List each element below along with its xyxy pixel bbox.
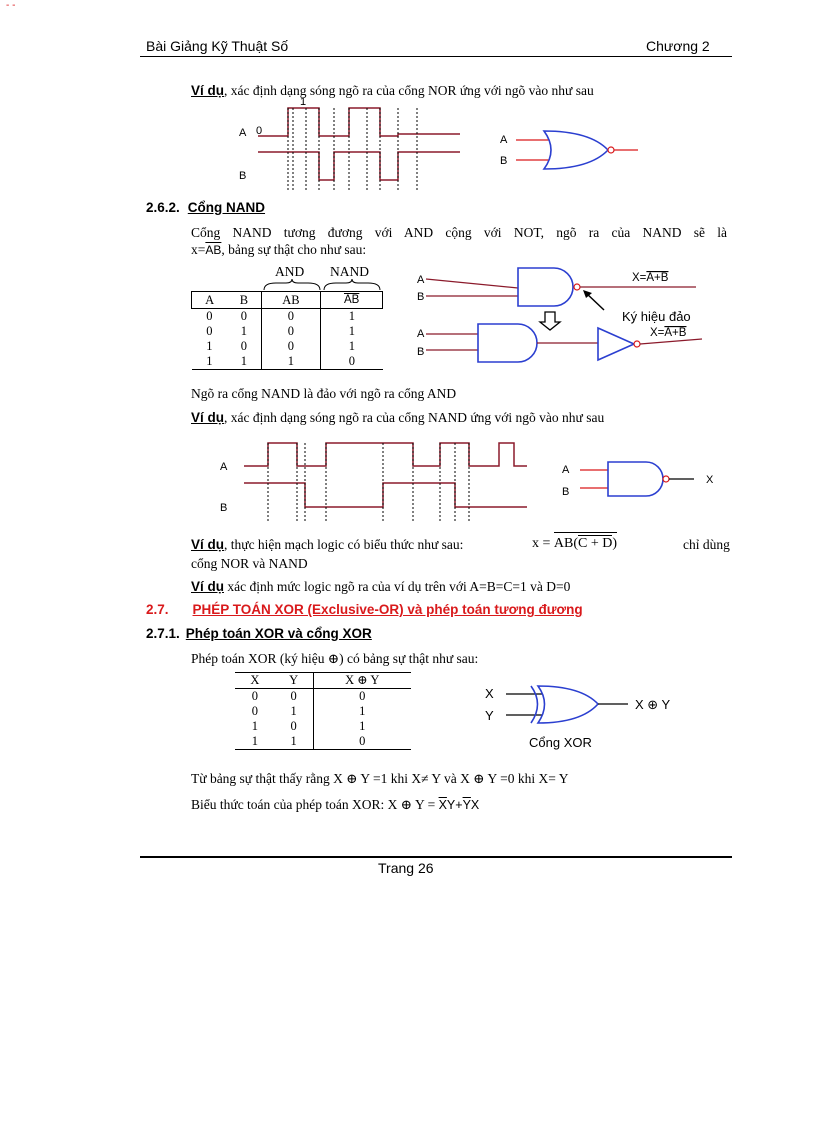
example-label: Ví dụ xyxy=(191,579,224,594)
svg-text:A: A xyxy=(220,461,228,473)
example-label: Ví dụ xyxy=(191,537,224,552)
xor-intro: Phép toán XOR (ký hiệu ⊕) có bảng sự thật như sau: xyxy=(191,651,479,666)
inverter-bubble xyxy=(663,476,669,482)
wave-zero-label: 0 xyxy=(256,125,263,137)
table-row: 0 1 1 xyxy=(251,704,366,718)
table-row: 1 0 1 xyxy=(251,719,366,733)
brace-nand-label: NAND xyxy=(330,264,369,279)
footer-rule xyxy=(140,856,732,858)
section-number: 2.7.1. xyxy=(146,626,180,641)
section-number: 2.6.2. xyxy=(146,200,180,215)
example-label: Ví dụ xyxy=(191,83,224,98)
xor-gate-symbol xyxy=(538,686,598,723)
wave-one-label: 1 xyxy=(300,96,307,108)
header-left: Bài Giảng Kỹ Thuật Số xyxy=(146,38,289,54)
section-number: 2.7. xyxy=(146,602,169,617)
table-row: 1 0 0 1 xyxy=(206,339,356,353)
and-gate-symbol xyxy=(478,324,537,362)
nand-desc-line2: $x=\overline{AB}$, bảng sự thật cho như sau: xyxy=(191,242,367,257)
xor-gate-diagram xyxy=(480,680,690,752)
inverter-bubble xyxy=(574,284,580,290)
svg-text:B: B xyxy=(562,486,570,498)
nand-gate-diagram xyxy=(556,456,726,506)
example4-line: Ví dụ xác định mức logic ngõ ra của ví dụ trên với A=B=C=1 và D=0 xyxy=(191,579,571,594)
svg-text:A: A xyxy=(417,328,425,340)
nand-desc-line1: Cổng NAND tương đương với AND cộng với NOT, ngõ ra của NAND sẽ là xyxy=(191,225,727,240)
table-row: 0 1 0 1 xyxy=(206,324,356,338)
svg-text:B: B xyxy=(417,291,425,303)
example3-line1: Ví dụ, thực hiện mạch logic có biểu thức như sau: xyxy=(191,537,464,552)
svg-text:X ⊕ Y: X ⊕ Y xyxy=(635,697,671,712)
table-row: 1 1 1 0 xyxy=(192,354,383,370)
not-gate-symbol xyxy=(598,328,634,360)
svg-text:A: A xyxy=(417,274,425,286)
xor-main-heading xyxy=(146,602,583,617)
inverter-note: Ký hiệu đảo xyxy=(622,309,691,324)
header-right: Chương 2 xyxy=(646,38,710,54)
xor-sub-heading xyxy=(146,626,372,641)
nand-col-overbar: $\overline{AB}$ xyxy=(343,294,360,306)
xor-expression: Biểu thức toán của phép toán XOR: X ⊕ $Y = \overline{X}Y+\overline{Y}X$ xyxy=(191,797,480,812)
svg-text:X: X xyxy=(706,474,714,486)
example3-expression: x = AB(C + D) xyxy=(532,532,617,554)
nand-output-label-bottom: X=A+B xyxy=(650,327,687,339)
nor-gate-symbol xyxy=(544,131,608,169)
inverter-bubble xyxy=(608,147,614,153)
nand-waveform xyxy=(214,437,534,525)
ab-overbar: $\overline{AB}$ xyxy=(205,243,222,257)
footer-page-number: Trang 26 xyxy=(378,860,434,876)
gate-a-label: A xyxy=(500,134,508,146)
example-text: , xác định dạng sóng ngõ ra của cổng NAND ứng với ngõ vào như sau xyxy=(224,410,605,425)
example-text: , xác định dạng sóng ngõ ra của cổng NOR ứng với ngõ vào như sau xyxy=(224,83,594,98)
wave-b-signal xyxy=(244,483,527,507)
svg-text:B: B xyxy=(417,346,425,358)
nand-heading xyxy=(146,200,265,215)
nand-equivalence-diagram xyxy=(412,262,712,374)
svg-text:X: X xyxy=(485,686,494,701)
nand-note: Ngõ ra cổng NAND là đảo với ngõ ra cổng AND xyxy=(191,386,457,401)
svg-text:Y: Y xyxy=(485,708,494,723)
section-title: Cổng NAND xyxy=(187,200,266,215)
nand-gate-symbol xyxy=(608,462,663,496)
wave-a-label: A xyxy=(239,127,247,139)
section-title: PHÉP TOÁN XOR (Exclusive-OR) và phép toán tương đương xyxy=(192,602,583,617)
nand-output-label-top: X=A+B xyxy=(632,272,669,284)
table-row: 0 0 0 1 xyxy=(206,309,356,323)
xor-gate-caption: Cổng XOR xyxy=(529,735,592,750)
section-title: Phép toán XOR và cổng XOR xyxy=(185,626,372,641)
table-braces xyxy=(262,278,382,292)
table-row: 1 1 0 xyxy=(235,734,411,750)
svg-text:B: B xyxy=(220,502,228,514)
equivalence-arrow xyxy=(540,312,560,330)
gate-b-label: B xyxy=(500,155,508,167)
wave-b-label: B xyxy=(239,170,247,182)
header-rule xyxy=(140,56,732,57)
corner-mark: - - xyxy=(6,0,16,11)
nor-waveform xyxy=(230,95,470,195)
xor-truth-note: Từ bảng sự thật thấy rằng X ⊕ Y =1 khi X≠ Y và X ⊕ Y =0 khi X= Y xyxy=(191,771,569,786)
brace-and-label: AND xyxy=(275,264,305,279)
nand-example-line xyxy=(191,409,604,426)
example-label: Ví dụ xyxy=(191,410,224,425)
wave-a-signal xyxy=(244,443,527,466)
nand-truth-table: A B AB $\overline{AB}$ 0 0 0 1 0 1 0 1 1 0 0 1 1 1 1 0 xyxy=(191,291,383,370)
example3-tail: chỉ dùng xyxy=(683,537,730,552)
xor-truth-table: X Y X ⊕ Y 0 0 0 0 1 1 1 0 1 1 1 0 xyxy=(235,672,411,750)
nor-gate-diagram xyxy=(492,120,642,175)
nand-gate-symbol xyxy=(518,268,573,306)
wave-guides xyxy=(288,108,417,190)
table-row: 0 0 0 xyxy=(251,689,366,703)
svg-text:A: A xyxy=(562,464,570,476)
xor-extra-arc xyxy=(531,686,538,723)
example3-line2: cổng NOR và NAND xyxy=(191,556,308,571)
